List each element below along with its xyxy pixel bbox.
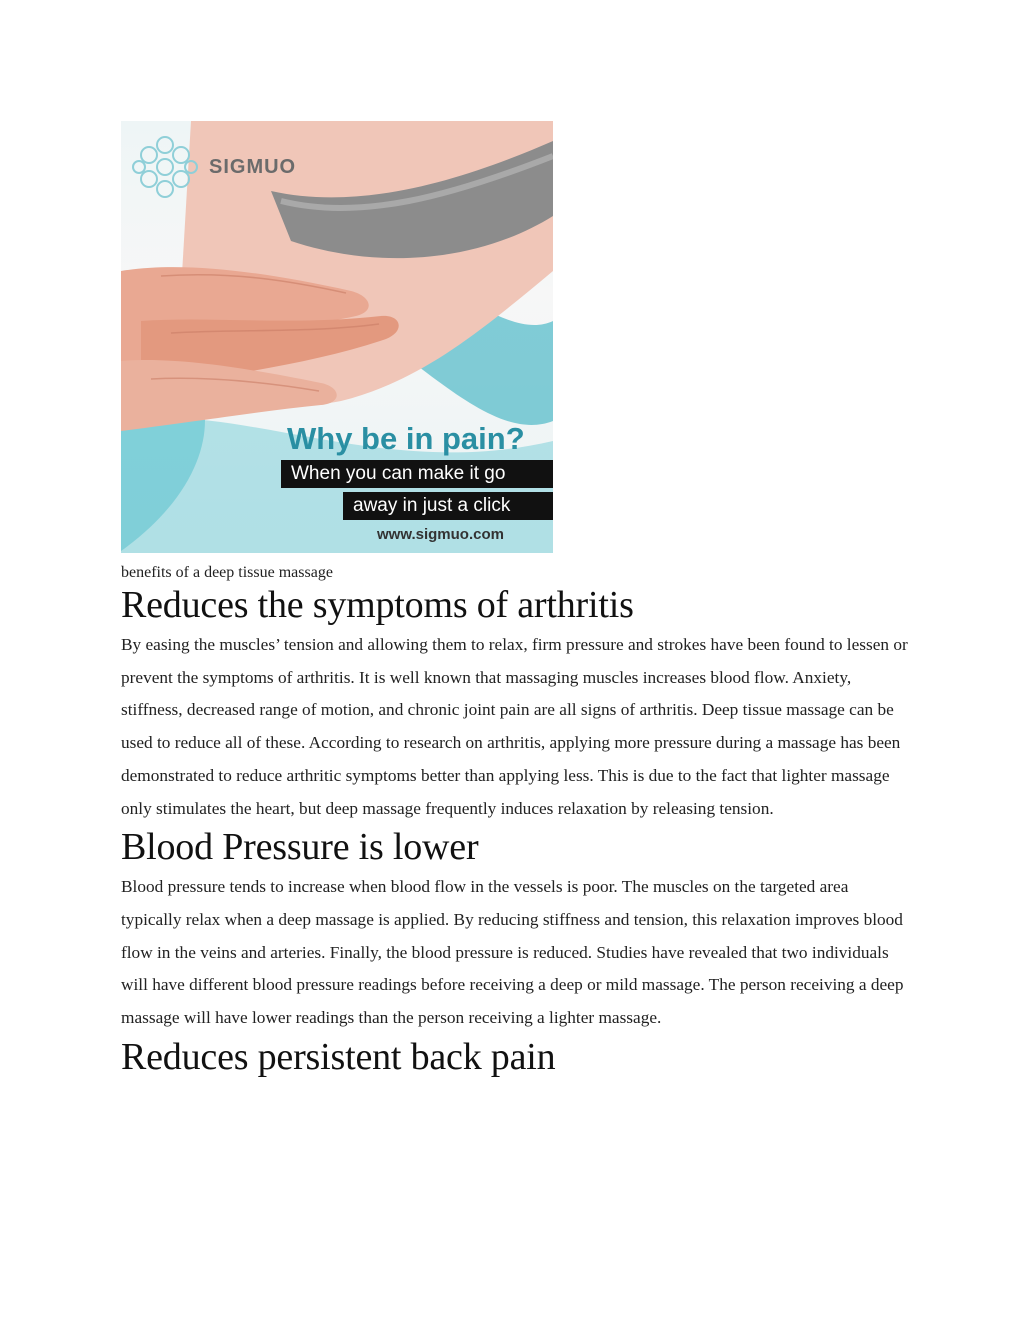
promo-website: www.sigmuo.com bbox=[377, 526, 504, 543]
promo-line-2: away in just a click bbox=[343, 492, 553, 520]
section-heading-blood-pressure: Blood Pressure is lower bbox=[121, 826, 479, 869]
section-heading-back-pain: Reduces persistent back pain bbox=[121, 1035, 556, 1078]
section-body-arthritis: By easing the muscles’ tension and allowing them to relax, firm pressure and strokes have been found to lessen or prevent the symptoms of arthritis. It is well known that massaging muscles increases blood flow. Anxiety, stiffness, decreased range of motion, and chronic joint pain are all signs of arthritis. Deep tissue massage can be used to reduce all of these. According to research on arthritis, applying more pressure during a massage has been demonstrated to reduce arthritic symptoms better than applying less. This is due to the fact that lighter massage only stimulates the heart, but deep massage frequently induces relaxation by releasing tension. bbox=[121, 635, 908, 818]
promo-headline: Why be in pain? bbox=[287, 421, 525, 456]
promo-line-1: When you can make it go bbox=[281, 460, 553, 488]
brand-logo bbox=[129, 131, 296, 203]
promo-banner-image bbox=[121, 121, 553, 553]
section-body-blood-pressure: Blood pressure tends to increase when blood flow in the vessels is poor. The muscles on the targeted area typically relax when a deep massage is applied. By reducing stiffness and tension, this relaxation improves blood flow in the veins and arteries. Finally, the blood pressure is reduced. Studies have revealed that two individuals will have different blood pressure readings before receiving a deep or mild massage. The person receiving a deep massage will have lower readings than the person receiving a lighter massage. bbox=[121, 877, 904, 1028]
brand-name: SIGMUO bbox=[209, 155, 297, 178]
brand-logo-icon bbox=[129, 131, 201, 203]
image-caption: benefits of a deep tissue massage bbox=[121, 564, 333, 581]
document-page bbox=[121, 121, 911, 1081]
section-heading-arthritis: Reduces the symptoms of arthritis bbox=[121, 584, 634, 626]
